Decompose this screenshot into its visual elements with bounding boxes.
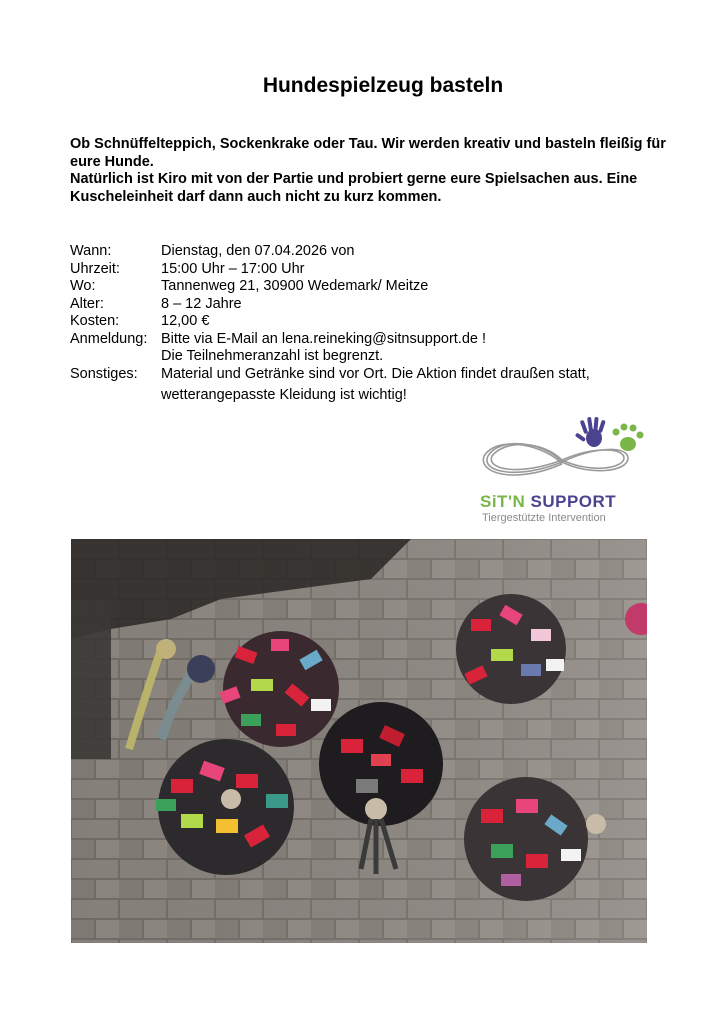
detail-row-anmeldung — [70, 331, 670, 366]
detail-value — [161, 243, 670, 261]
detail-row-alter — [70, 296, 670, 314]
intro-line-2: Natürlich ist Kiro mit von der Partie und probiert gerne eure Spielsachen aus. Eine Kuscheleinheit darf dann auch nicht zu kurz kommen. — [70, 171, 638, 205]
detail-value-line: 8 – 12 Jahre — [161, 295, 242, 312]
detail-row-wann — [70, 243, 670, 261]
detail-label: Wann: — [70, 243, 112, 259]
detail-value — [161, 278, 670, 296]
detail-value-line: Material und Getränke sind vor Ort. Die Aktion findet draußen statt, — [161, 365, 590, 382]
logo-brand-name — [480, 492, 616, 512]
detail-row-kosten — [70, 313, 670, 331]
detail-value-line: Dienstag, den 07.04.2026 von — [161, 243, 355, 259]
snuffle-mat — [456, 594, 566, 704]
detail-value — [161, 261, 670, 279]
detail-value-line: wetterangepasste Kleidung ist wichtig! — [161, 387, 407, 403]
detail-label: Wo: — [70, 278, 96, 294]
detail-label: Anmeldung: — [70, 330, 148, 347]
detail-label: Sonstiges: — [70, 365, 138, 382]
logo-subtitle: Tiergestützte Intervention — [482, 512, 606, 524]
detail-value-line: Bitte via E-Mail an lena.reineking@sitnsupport.de ! — [161, 330, 487, 347]
detail-value — [161, 331, 670, 366]
detail-value-line: 12,00 € — [161, 313, 210, 329]
detail-value — [161, 296, 670, 314]
intro-line-1: Ob Schnüffelteppich, Sockenkrake oder Tau. Wir werden kreativ und basteln fleißig für eure Hunde. — [70, 136, 666, 170]
photo-dog-toys — [71, 539, 647, 943]
detail-label: Uhrzeit: — [70, 260, 120, 277]
detail-row-sonstiges — [70, 366, 670, 405]
page-title: Hundespielzeug basteln — [262, 74, 504, 97]
intro-text — [70, 136, 670, 206]
detail-value — [161, 313, 670, 331]
detail-value-line: Die Teilnehmeranzahl ist begrenzt. — [161, 348, 384, 364]
detail-label: Alter: — [70, 295, 104, 312]
detail-value-line: Tannenweg 21, 30900 Wedemark/ Meitze — [161, 278, 429, 294]
detail-row-wo — [70, 278, 670, 296]
detail-row-uhrzeit — [70, 261, 670, 279]
sitnsupport-logo — [478, 416, 646, 526]
detail-label: Kosten: — [70, 313, 120, 329]
event-details — [70, 243, 670, 405]
detail-value-line: 15:00 Uhr – 17:00 Uhr — [161, 260, 305, 277]
detail-value — [161, 366, 670, 405]
logo-brand-sit: SiT'N — [480, 492, 526, 511]
infinity-paw-icon — [478, 416, 646, 492]
logo-brand-support: SUPPORT — [530, 492, 617, 511]
